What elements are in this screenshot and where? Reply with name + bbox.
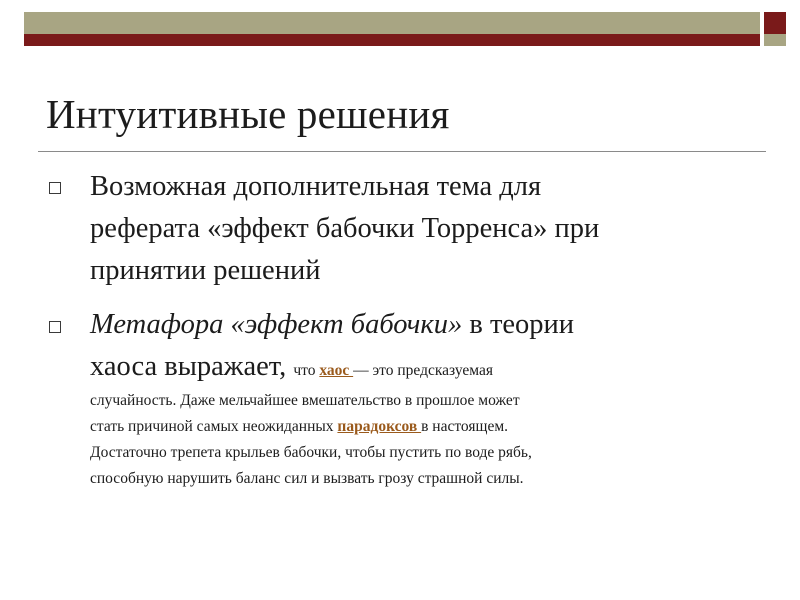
bullet-item-2: [90, 304, 750, 492]
bullet-2-line-4: [90, 414, 750, 440]
bullet-2-line-1-rest: в теории: [462, 309, 575, 340]
bullet-2-line-3: случайность. Даже мельчайшее вмешательство в прошлое может: [90, 392, 520, 409]
bullet-item-1: [90, 166, 750, 292]
header-bar-maroon: [24, 34, 760, 46]
bullet-1-line-2: реферата «эффект бабочки Торренса» при: [90, 213, 600, 244]
bullet-2-line-5: Достаточно трепета крыльев бабочки, чтобы пустить по воде рябь,: [90, 444, 532, 461]
header-corner-olive: [764, 34, 786, 46]
bullet-2-line-4-prefix: стать причиной самых неожиданных: [90, 418, 338, 435]
bullet-2-line-2-big: хаоса выражает,: [90, 351, 294, 382]
paradox-link[interactable]: парадоксов: [337, 418, 422, 435]
bullet-2-small-text: [90, 388, 750, 492]
bullet-2-line-1: [90, 304, 750, 346]
bullet-1-line-3: принятии решений: [90, 255, 321, 286]
slide-title: Интуитивные решения: [46, 91, 450, 137]
bullet-2-line-4-suffix: в настоящем.: [421, 418, 509, 435]
bullet-2-line-2-prefix: что: [293, 362, 320, 379]
header-bar-olive: [24, 12, 760, 34]
header-corner-maroon: [764, 12, 786, 34]
bullet-2-line-2: [90, 346, 750, 392]
bullet-square-icon: [49, 182, 61, 194]
metaphor-phrase: Метафора «эффект бабочки»: [90, 309, 463, 340]
bullet-2-line-6: способную нарушить баланс сил и вызвать грозу страшной силы.: [90, 470, 524, 487]
title-divider: [38, 151, 766, 152]
chaos-link[interactable]: хаос: [319, 362, 354, 379]
bullet-square-icon: [49, 321, 61, 333]
bullet-2-line-2-suffix: — это предсказуемая: [353, 362, 493, 379]
bullet-1-line-1: Возможная дополнительная тема для: [90, 171, 542, 202]
